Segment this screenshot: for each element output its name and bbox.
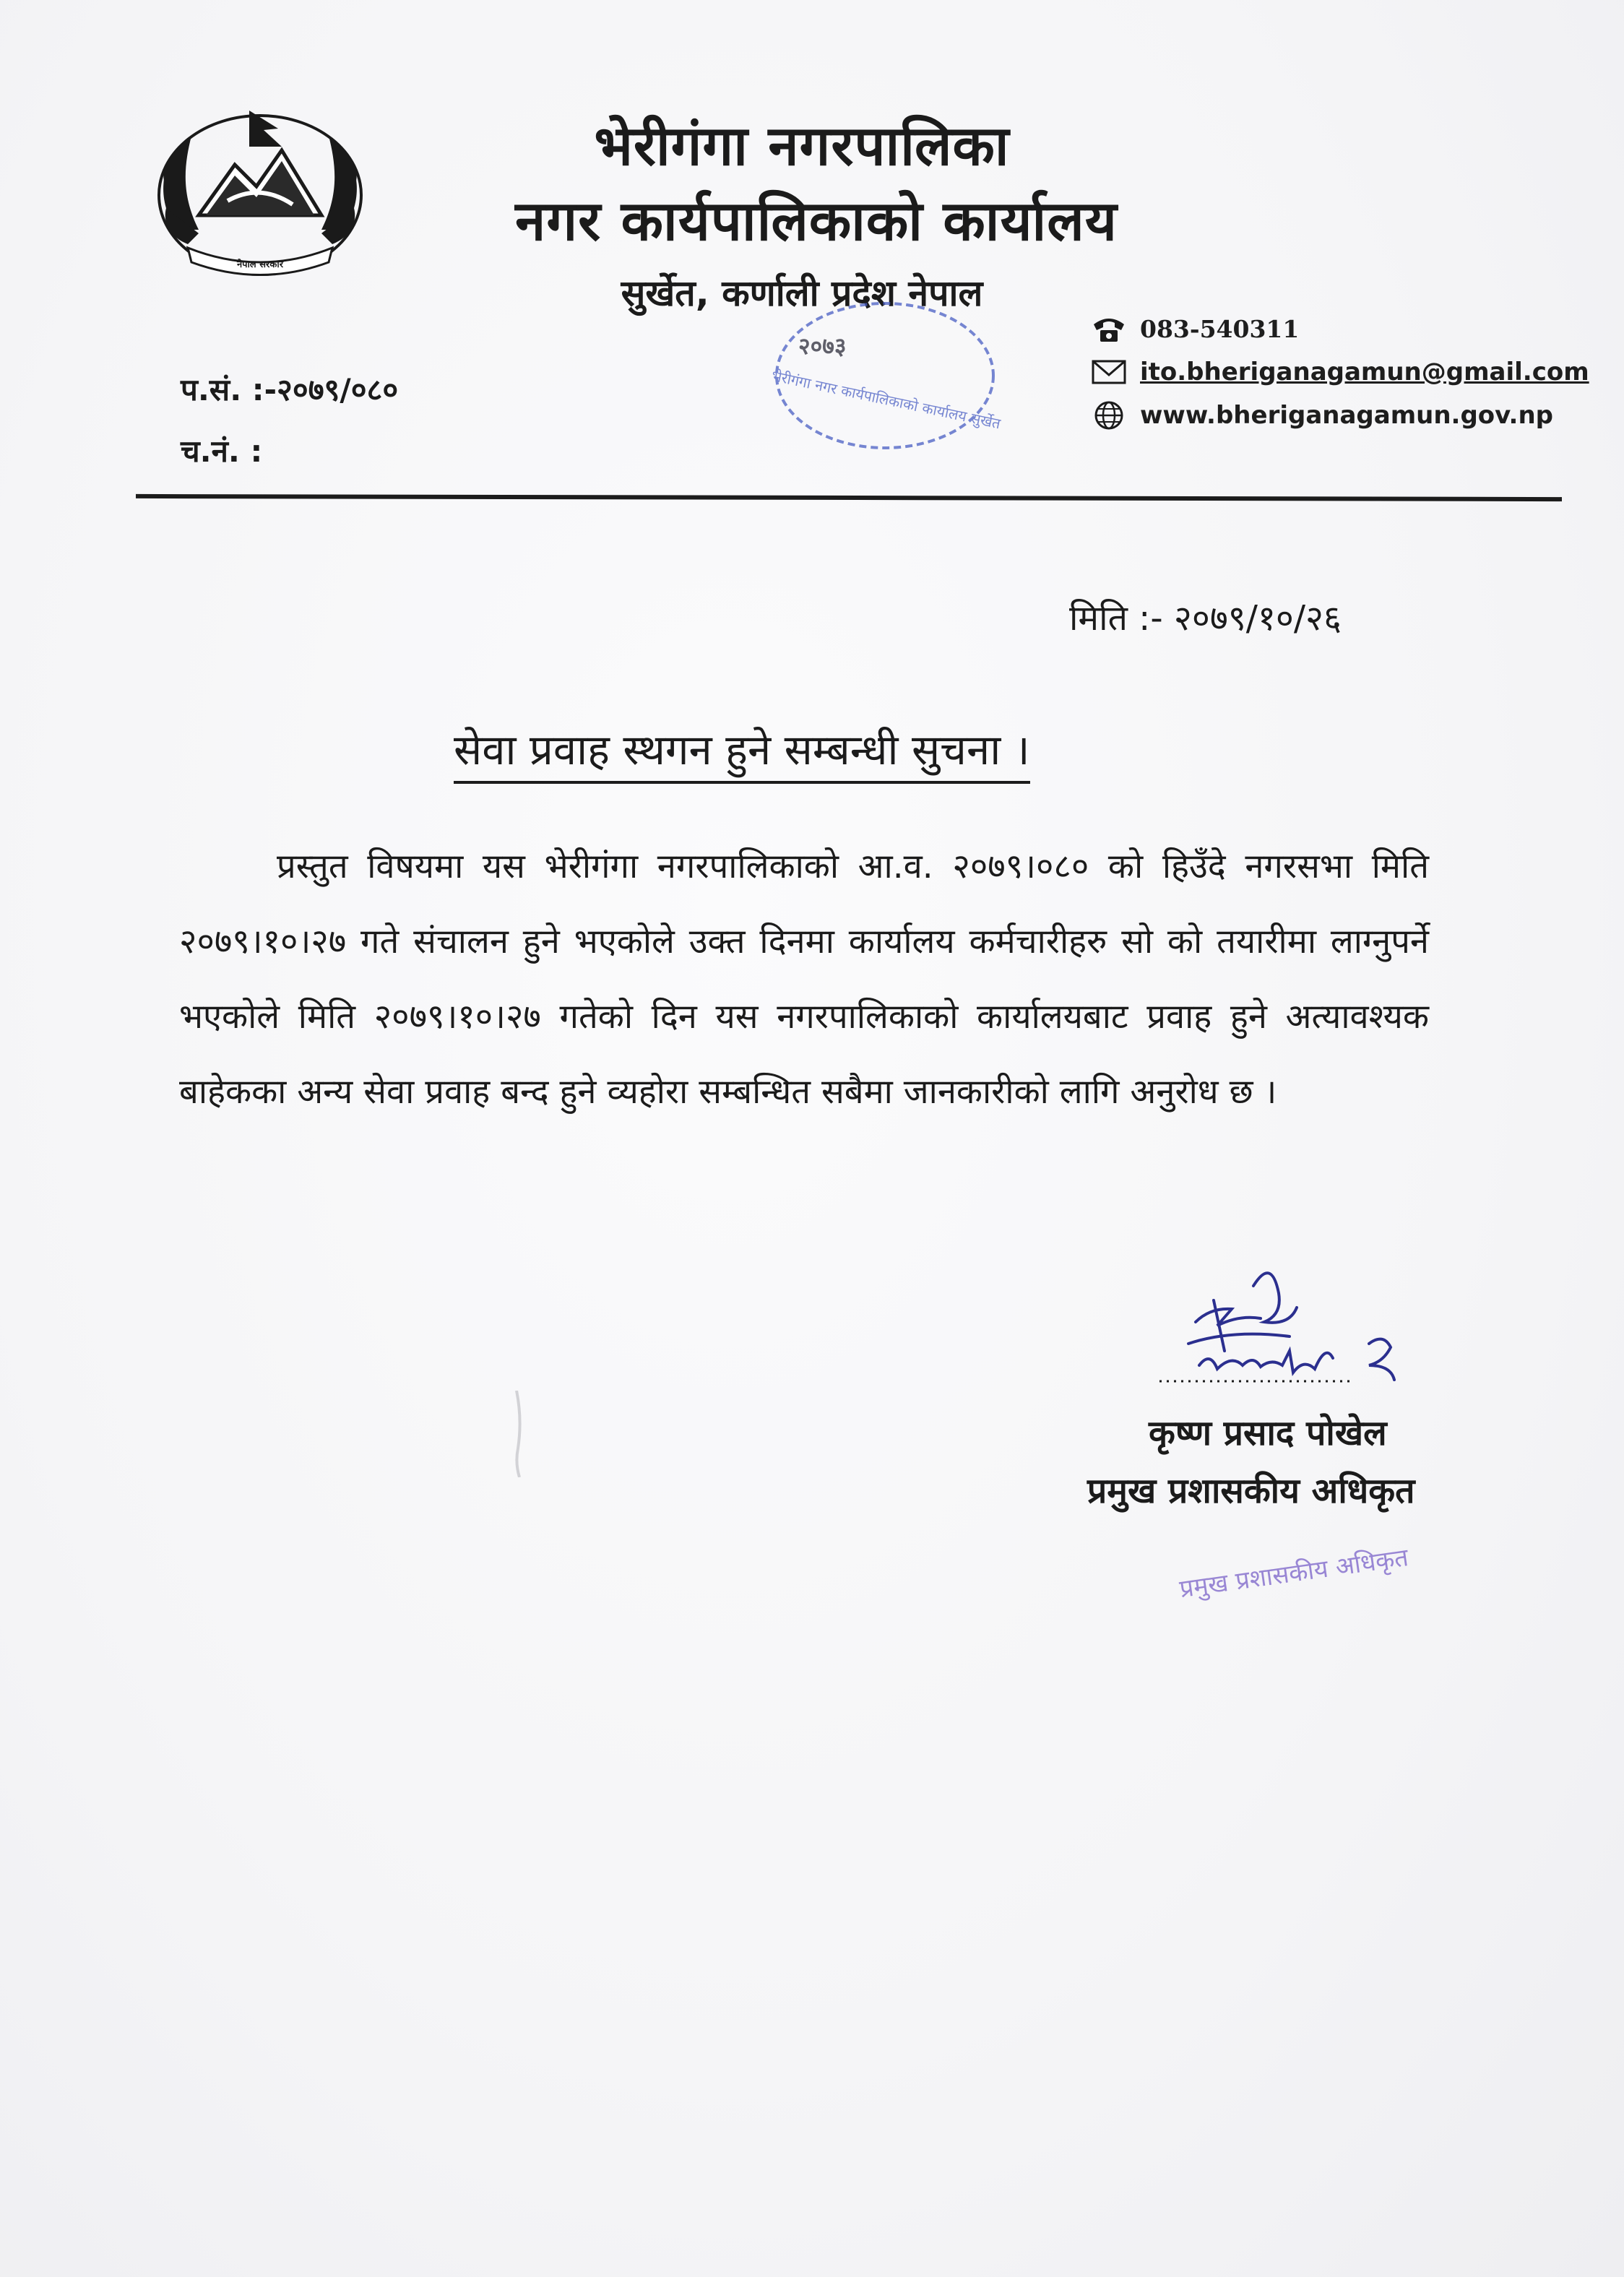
stamp-text: भेरीगंगा नगर कार्यपालिकाको कार्यालय सुर्खेत	[769, 366, 1003, 433]
emblem-text: नेपाल सरकार	[236, 259, 284, 270]
designation-stamp-text: प्रमुख प्रशासकीय अधिकृत	[1178, 1543, 1410, 1604]
nepal-emblem-logo	[148, 107, 372, 284]
paper-mark	[509, 1391, 525, 1477]
phone-icon	[1091, 313, 1127, 345]
office-stamp	[744, 296, 1019, 470]
reference-number: प.सं. :-२०७९/०८०	[181, 372, 399, 407]
website-url[interactable]: www.bheriganagamun.gov.np	[1140, 401, 1554, 430]
handwritten-signature	[1145, 1257, 1448, 1423]
office-name: नगर कार्यपालिकाको कार्यालय	[515, 189, 1118, 253]
globe-icon	[1091, 399, 1127, 431]
dispatch-number: च.नं. :	[181, 433, 263, 469]
phone-number: 083-540311	[1140, 314, 1300, 343]
signatory-name: कृष्ण प्रसाद पोखेल	[1149, 1413, 1387, 1453]
letter-subject: सेवा प्रवाह स्थगन हुने सम्बन्धी सुचना ।	[454, 720, 1030, 784]
letter-date: मिति :- २०७९/१०/२६	[1069, 598, 1342, 639]
envelope-icon	[1091, 356, 1127, 388]
contact-phone	[1091, 311, 1299, 347]
municipality-name: भेरीगंगा नगरपालिका	[594, 113, 1010, 178]
designation-stamp	[1170, 1513, 1459, 1615]
contact-website	[1091, 397, 1553, 433]
email-address[interactable]: ito.bheriganagamun@gmail.com	[1140, 358, 1589, 386]
office-address: सुर्खेत, कर्णाली प्रदेश नेपाल	[621, 272, 983, 314]
signatory-designation: प्रमुख प्रशासकीय अधिकृत	[1087, 1471, 1415, 1511]
contact-email	[1091, 354, 1589, 390]
letter-body: प्रस्तुत विषयमा यस भेरीगंगा नगरपालिकाको आ.व. २०७९।०८० को हिउँदे नगरसभा मिति २०७९।१०।२७ गते संचालन हुने भएकोले उक्त दिनमा कार्यालय कर्मचारीहरु सो को तयारीमा लाग्नुपर्ने भएकोले मिति २०७९।१०।२७ गतेको दिन यस नगरपालिकाको कार्यालयबाट प्रवाह हुने अत्यावश्यक बाहेकका अन्य सेवा प्रवाह बन्द हुने व्यहोरा सम्बन्धित सबैमा जानकारीको लागि अनुरोध छ ।	[179, 847, 1429, 1112]
stamp-year: २०७३	[798, 332, 847, 360]
